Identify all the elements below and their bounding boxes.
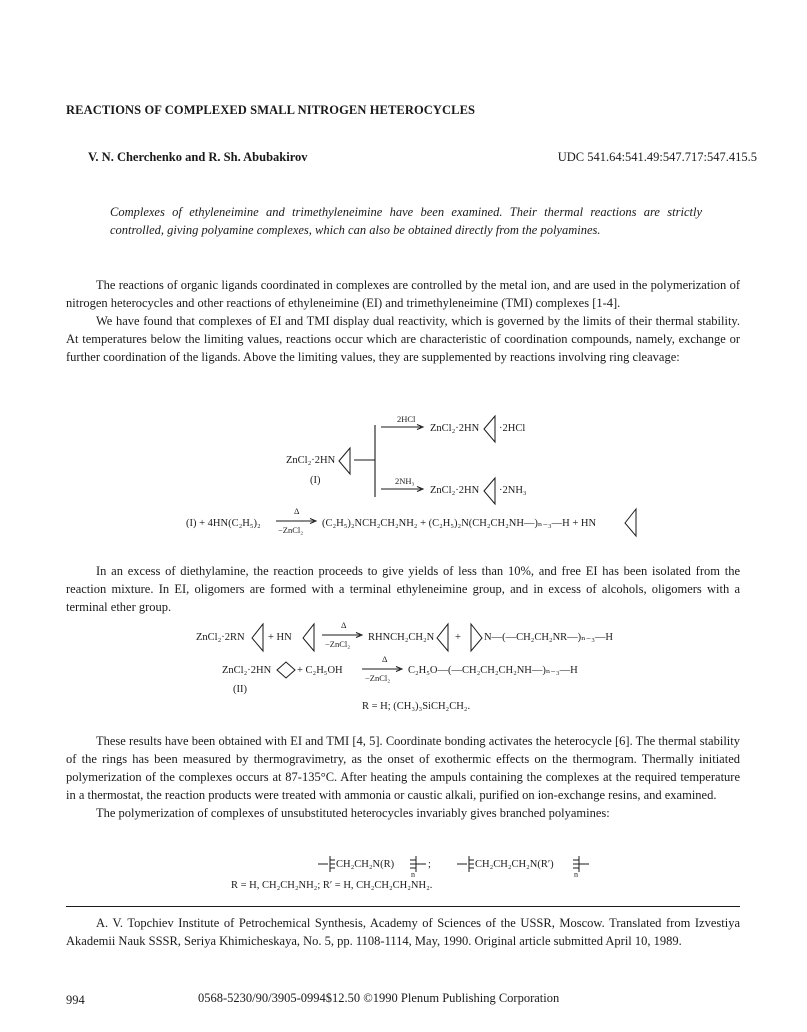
paragraph-1: The reactions of organic ligands coordinated in complexes are controlled by the metal ion, and are used in the polymerization of nitrogen heterocycles and other reactions of ethyleneimine (EI) and trimethyleneimine (TMI) complexes [1-4]. [66, 278, 740, 310]
aziridine-ring [252, 624, 263, 651]
product-hcl-complex: ZnCl₂·2HN [430, 423, 480, 434]
eq-diethylamine-left: (I) + 4HN(C₂H₅)₂ [186, 518, 261, 529]
subscript-n-1: n [411, 870, 415, 879]
minus-zncl2: −ZnCl₂ [325, 639, 351, 649]
heat-symbol: Δ [294, 506, 300, 516]
affiliation-footnote: A. V. Topchiev Institute of Petrochemical Synthesis, Academy of Sciences of the USSR, Moscow. Translated from Izvestiya Akademii Nauk SSSR, Seriya Khimicheskaya, No. 5, pp. 1108-1114, May, 1990. Original article submitted April 10, 1989. [66, 916, 740, 948]
aziridine-ring [339, 448, 350, 474]
reagent-nh3: 2NH₃ [395, 476, 415, 486]
publisher-line: 0568-5230/90/3905-0994$12.50 ©1990 Plenum Publishing Corporation [198, 991, 560, 1005]
polymer-unit-1: CH₂CH₂N(R) [336, 859, 395, 870]
r-definitions: R = H, CH₂CH₂NH₂; R′ = H, CH₂CH₂CH₂NH₂. [231, 880, 433, 891]
product-hcl-suffix: ·2HCl [499, 423, 526, 434]
aziridine-ring [625, 509, 636, 536]
paragraph-5: The polymerization of complexes of unsubstituted heterocycles invariably gives branched polyamines: [96, 806, 610, 820]
polymer-structures [0, 848, 807, 894]
label-I: (I) [310, 475, 321, 486]
product-ether: C₂H₅O—(—CH₂CH₂CH₂NH—)ₙ₋₃—H [408, 665, 578, 676]
aziridine-ring [484, 416, 495, 442]
paper-title: REACTIONS OF COMPLEXED SMALL NITROGEN HETEROCYCLES [66, 103, 476, 117]
paragraph-2: We have found that complexes of EI and TMI display dual reactivity, which is governed by the limits of their thermal stability. At temperatures below the limiting values, reactions occur which are characteristic of coordination compounds, namely, exchange or further coordination of the ligands. Above the limiting values, they are supplemented by reactions involving ring cleavage: [66, 314, 740, 364]
minus-zncl2: −ZnCl₂ [278, 525, 304, 535]
udc-code: UDC 541.64:541.49:547.717:547.415.5 [557, 150, 757, 164]
separator: ; [428, 859, 431, 870]
complex-I: ZnCl₂·2HN [286, 455, 336, 466]
r-definition: R = H; (CH₃)₃SiCH₂CH₂. [362, 701, 471, 712]
product-1: RHNCH₂CH₂N [368, 632, 435, 643]
aziridine-ring [471, 624, 482, 651]
product-nh3-complex: ZnCl₂·2HN [430, 485, 480, 496]
aziridine-ring [437, 624, 448, 651]
authors: V. N. Cherchenko and R. Sh. Abubakirov [88, 150, 308, 164]
paragraph-3: In an excess of diethylamine, the reaction proceeds to give yields of less than 10%, and free EI has been isolated from the reaction mixture. In EI, oligomers are formed with a terminal ethyleneimine group, and in excess of alcohols, oligomers with a terminal ether group. [66, 564, 740, 614]
plus-sign: + [455, 632, 461, 643]
reaction-scheme-1 [0, 405, 807, 545]
complex-RN: ZnCl₂·2RN [196, 632, 245, 643]
aziridine-ring [484, 478, 495, 504]
reagent-hcl: 2HCl [397, 414, 416, 424]
plus-ethanol: + C₂H₅OH [297, 665, 343, 676]
plus-hn: + HN [268, 632, 292, 643]
heat-symbol: Δ [341, 620, 347, 630]
body-section-1 [66, 276, 740, 366]
footnote-divider [66, 906, 740, 907]
complex-azetidine: ZnCl₂·2HN [222, 665, 272, 676]
product-nh3-suffix: ·2NH₃ [499, 485, 527, 496]
minus-zncl2: −ZnCl₂ [365, 673, 391, 683]
body-section-2 [66, 732, 740, 822]
subscript-n-2: n [574, 870, 578, 879]
product-2: N—(—CH₂CH₂NR—)ₙ₋₃—H [484, 632, 613, 643]
heat-symbol: Δ [382, 654, 388, 664]
azetidine-ring [277, 662, 295, 678]
reaction-scheme-2 [0, 612, 807, 712]
aziridine-ring [303, 624, 314, 651]
page-number: 994 [66, 993, 85, 1007]
paragraph-4: These results have been obtained with EI and TMI [4, 5]. Coordinate bonding activates the heterocycle [6]. The thermal stability of the rings has been measured by thermogravimetry, as the onset of exothermic effects on the thermogram. Thermally initiated polymerization of the complexes occurs at 87-135°C. After heating the ampuls containing the complexes at the required temperature in a thermostat, the reaction products were treated with ammonia or caustic alkali, purified on ion-exchange resins, and examined. [66, 734, 740, 802]
label-II: (II) [233, 684, 247, 695]
polymer-unit-2: CH₂CH₂CH₂N(R′) [475, 859, 554, 870]
abstract: Complexes of ethyleneimine and trimethyleneimine have been examined. Their thermal reactions are strictly controlled, giving polyamine complexes, which can also be obtained directly from the polyamines. [110, 205, 702, 237]
eq-diethylamine-products: (C₂H₅)₂NCH₂CH₂NH₂ + (C₂H₅)₂N(CH₂CH₂NH—)ₙ₋₃—H + HN [322, 518, 597, 529]
